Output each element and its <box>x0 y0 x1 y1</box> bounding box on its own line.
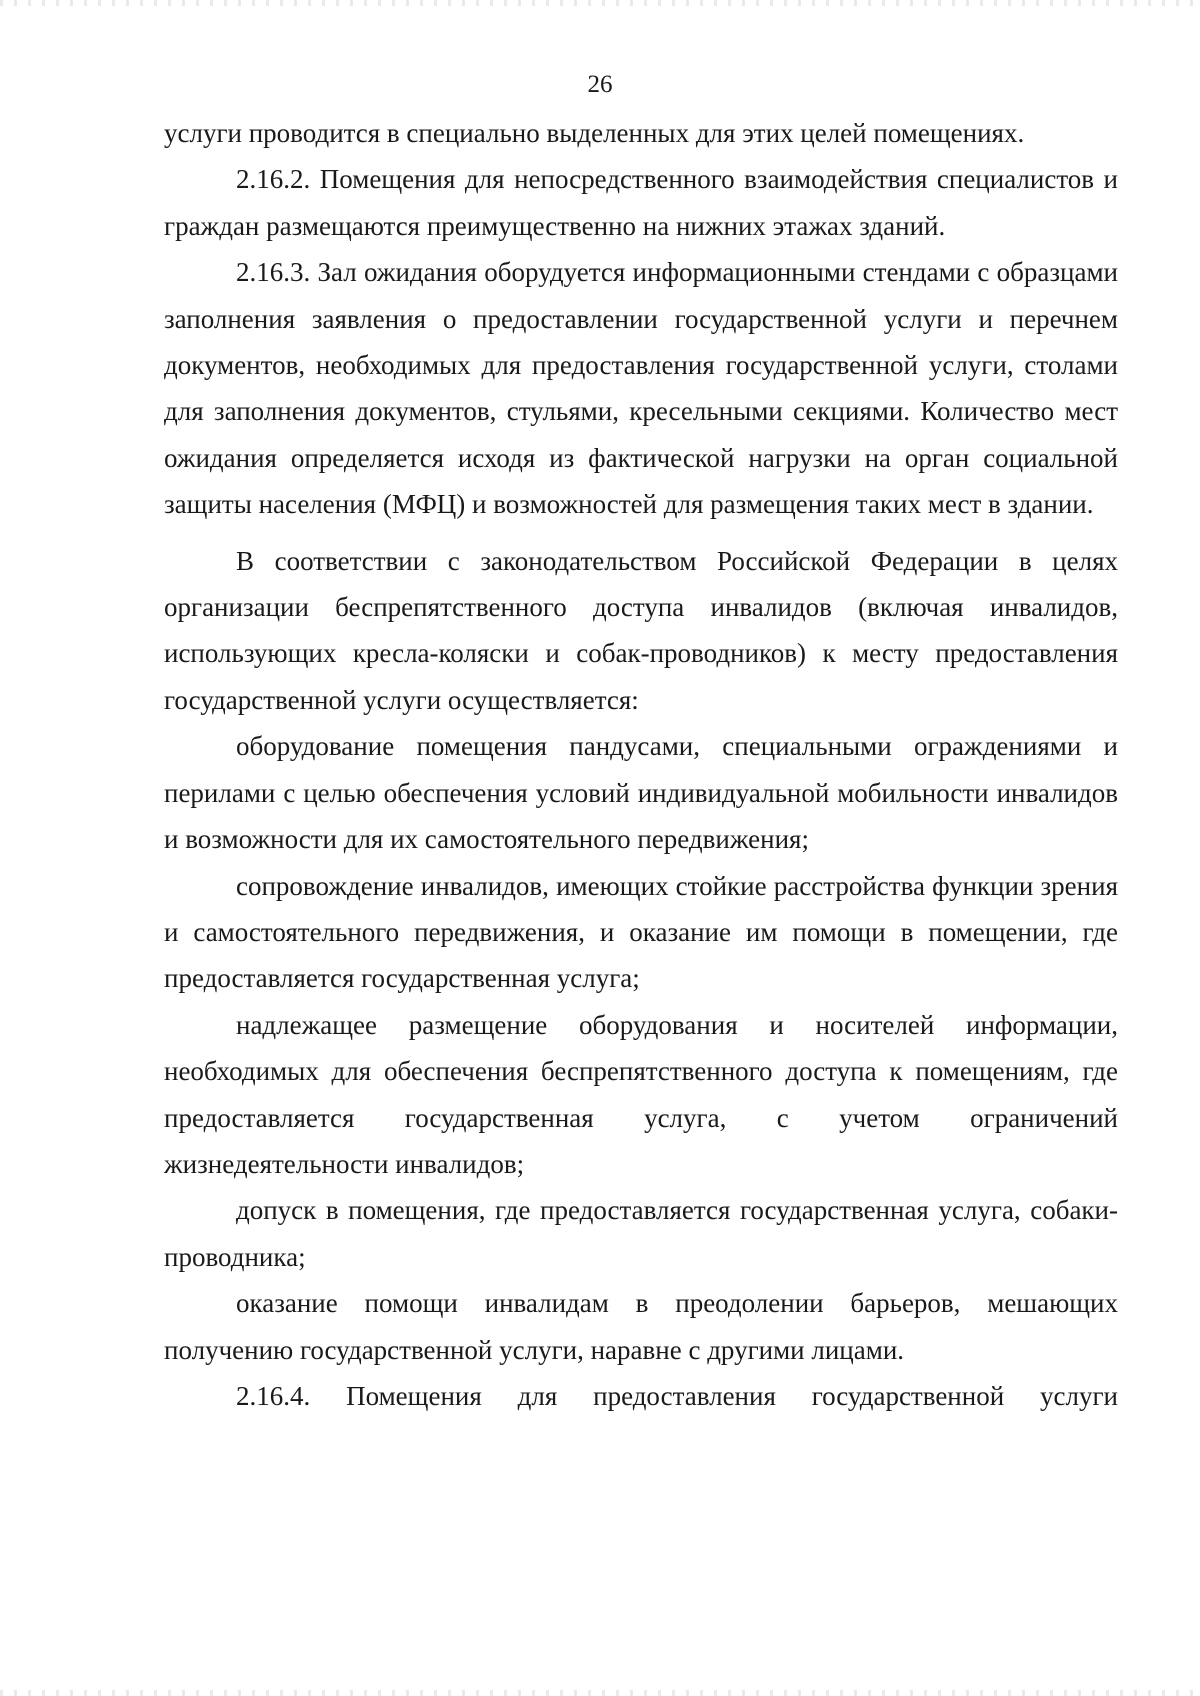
paragraph-2-16-4: 2.16.4. Помещения для предоставления государственной услуги <box>236 1380 1118 1411</box>
scan-edge-top <box>0 0 1200 6</box>
page-number: 26 <box>587 71 613 98</box>
paragraph-2-16-3: 2.16.3. Зал ожидания оборудуется информационными стендами с образцами заполнения заявления о предоставлении государственной услуги и перечнем документов, необходимых для предоставления государственной услуги, столами для заполнения документов, стульями, кресельными секциями. Количество мест ожидания определяется исходя из фактической нагрузки на орган социальной защиты населения (МФЦ) и возможностей для размещения таких мест в здании. <box>164 257 1118 520</box>
list-item-barrier-assistance: оказание помощи инвалидам в преодолении барьеров, мешающих получению государственной услуги, наравне с другими лицами. <box>164 1288 1118 1365</box>
document-body <box>164 110 1118 1419</box>
scan-edge-bottom <box>0 1690 1200 1696</box>
paragraph-accessibility-intro: В соответствии с законодательством Российской Федерации в целях организации беспрепятственного доступа инвалидов (включая инвалидов, использующих кресла-коляски и собак-проводников) к месту предоставления государственной услуги осуществляется: <box>164 545 1118 715</box>
list-item-guide-dog-access: допуск в помещения, где предоставляется государственная услуга, собаки-проводника; <box>164 1195 1118 1272</box>
paragraph-continuation: услуги проводится в специально выделенных для этих целей помещениях. <box>164 118 1025 148</box>
list-item-escort: сопровождение инвалидов, имеющих стойкие расстройства функции зрения и самостоятельного передвижения, и оказание им помощи в помещении, где предоставляется государственная услуга; <box>164 870 1118 994</box>
list-item-ramps: оборудование помещения пандусами, специальными ограждениями и перилами с целью обеспечения условий индивидуальной мобильности инвалидов и возможности для их самостоятельного передвижения; <box>164 731 1118 855</box>
paragraph-2-16-2: 2.16.2. Помещения для непосредственного взаимодействия специалистов и граждан размещаются преимущественно на нижних этажах зданий. <box>164 164 1118 241</box>
list-item-equipment-placement: надлежащее размещение оборудования и носителей информации, необходимых для обеспечения беспрепятственного доступа к помещениям, где предоставляется государственная услуга, с учетом ограничений жизнедеятельности инвалидов; <box>164 1009 1118 1179</box>
